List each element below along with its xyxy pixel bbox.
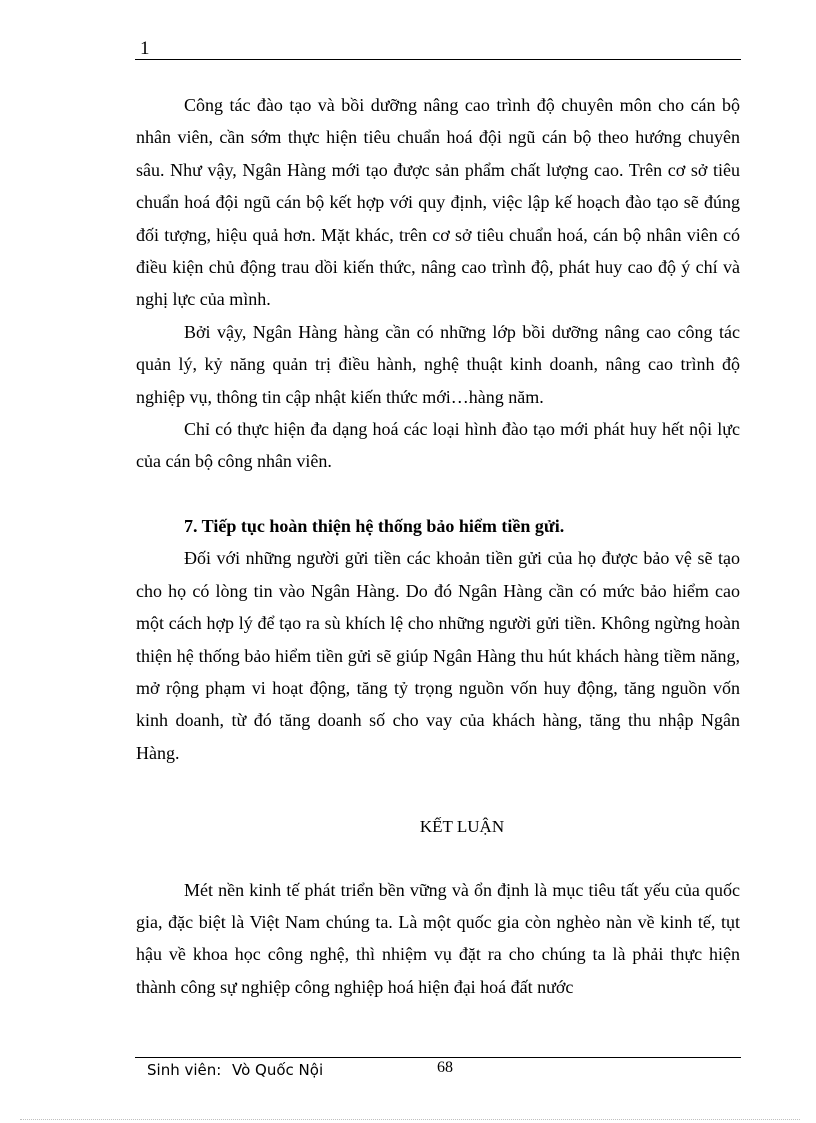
header-page-number: 1 (140, 38, 150, 59)
paragraph-conclusion: Mét nền kinh tế phát triển bền vững và ổn định là mục tiêu tất yếu của quốc gia, đặc biệt là Việt Nam chúng ta. Là một quốc gia còn nghèo nàn về kinh tế, tụt hậu về khoa học công nghệ, thì nhiệm vụ đặt ra cho chúng ta là phải thực hiện thành công sự nghiệp công nghiệp hoá hiện đại hoá đất nước (136, 879, 740, 997)
paragraph-training: Công tác đào tạo và bồi dưỡng nâng cao trình độ chuyên môn cho cán bộ nhân viên, cần sớm thực hiện tiêu chuẩn hoá đội ngũ cán bộ theo hướng chuyên sâu. Như vậy, Ngân Hàng mới tạo được sản phẩm chất lượng cao. Trên cơ sở tiêu chuẩn hoá đội ngũ cán bộ kết hợp với quy định, việc lập kế hoạch đào tạo sẽ đúng đối tượng, hiệu quả hơn. Mặt khác, trên cơ sở tiêu chuẩn hoá, cán bộ nhân viên có điều kiện chủ động trau dồi kiến thức, nâng cao trình độ, phát huy cao độ ý chí và nghị lực của mình. (136, 95, 740, 310)
paragraph-deposit-insurance: Đối với những người gửi tiền các khoản tiền gửi của họ được bảo vệ sẽ tạo cho họ có lòng tin vào Ngân Hàng. Do đó Ngân Hàng cần có mức bảo hiểm cao một cách hợp lý để tạo ra sù khích lệ cho những người gửi tiền. Không ngừng hoàn thiện hệ thống bảo hiểm tiền gửi sẽ giúp Ngân Hàng thu hút khách hàng tiềm năng, mở rộng phạm vi hoạt động, tăng tỷ trọng nguồn vốn huy động, tăng nguồn vốn kinh doanh, từ đó tăng doanh số cho vay của khách hàng, tăng thu nhập Ngân Hàng. (136, 548, 740, 763)
document-body (136, 89, 740, 1003)
conclusion-title: KẾT LUẬN (419, 817, 505, 837)
section-heading-7: 7. Tiếp tục hoàn thiện hệ thống bảo hiểm tiền gửi. (184, 515, 565, 536)
footer-student-label: Sinh viên: (147, 1061, 222, 1079)
footer-page-number: 68 (437, 1059, 453, 1076)
footer-rule (135, 1057, 741, 1058)
page-edge-divider (20, 1119, 800, 1120)
paragraph-training-courses: Bởi vậy, Ngân Hàng hàng cần có những lớp bồi dưỡng nâng cao công tác quản lý, kỷ năng quản trị điều hành, nghệ thuật kinh doanh, nâng cao trình độ nghiệp vụ, thông tin cập nhật kiến thức mới…hàng năm. (136, 321, 740, 407)
header-rule (135, 59, 741, 60)
footer-student-name: Vò Quốc Nội (232, 1061, 324, 1079)
paragraph-diversify-training: Chỉ có thực hiện đa dạng hoá các loại hình đào tạo mới phát huy hết nội lực của cán bộ công nhân viên. (136, 419, 740, 472)
